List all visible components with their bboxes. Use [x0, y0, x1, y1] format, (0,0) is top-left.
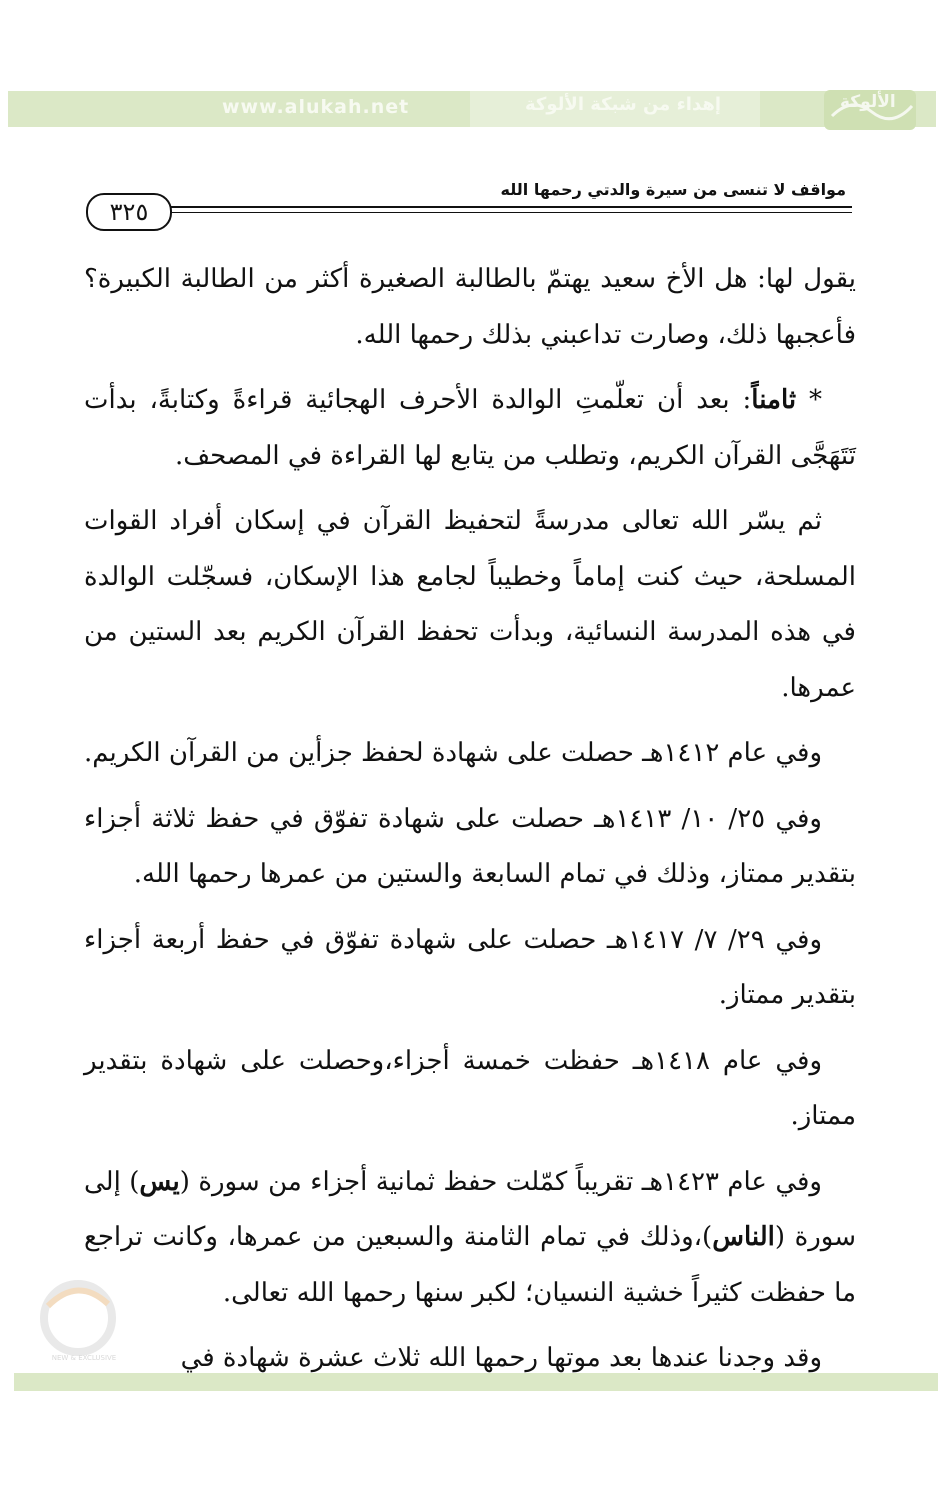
logo-label: الألوكة: [840, 92, 896, 112]
paragraph-4: وفي عام ١٤١٢هـ حصلت على شهادة لحفظ جزأين من القرآن الكريم.: [83, 738, 822, 768]
paragraph-1: يقول لها: هل الأخ سعيد يهتمّ بالطالبة الصغيرة أكثر من الطالبة الكبيرة؟ فأعجبها ذلك، وصارت تداعبني بذلك رحمها الله.: [84, 264, 856, 350]
paragraph-8-part-c: ) إلى سورة (: [84, 1166, 856, 1252]
body-text: [84, 252, 856, 1397]
paragraph-9: وقد وجدنا عندها بعد موتها رحمها الله ثلاث عشرة شهادة في: [180, 1343, 822, 1373]
footer-band: [14, 1373, 938, 1391]
gift-banner-text: إهداء من شبكة الألوكة: [525, 94, 721, 115]
paragraph-5: وفي ٢٥/ ١٠/ ١٤١٣هـ حصلت على شهادة تفوّق في حفظ ثلاثة أجزاء بتقدير ممتاز، وذلك في تمام السابعة والستين من عمرها رحمها الله.: [84, 803, 856, 889]
new-exclusive-watermark-icon: [28, 1266, 140, 1366]
paragraph-8: [84, 1155, 856, 1322]
star-marker: *: [796, 385, 822, 415]
paragraph-2-text: : بعد أن تعلّمتِ الوالدة الأحرف الهجائية قراءةً وكتابةً، بدأت تَتَهَجَّى القرآن الكريم، وتطلب من يتابع لها القراءة في المصحف.: [84, 385, 856, 471]
header-rule-thin: [162, 212, 852, 213]
watermark-label: NEW & EXCLUSIVE: [51, 1354, 117, 1362]
paragraph-8-part-a: وفي عام ١٤٢٣هـ تقريباً كمّلت حفظ ثمانية أجزاء من سورة (: [179, 1166, 822, 1197]
paragraph-8-part-d: )،وذلك في تمام الثامنة والسبعين من عمرها، وكانت تراجع ما حفظت كثيراً خشية النسيان؛ لكبر سنها رحمها الله تعالى.: [84, 1222, 856, 1308]
surah-name-yasin: يس: [139, 1166, 180, 1197]
paragraph-2: [84, 373, 856, 484]
page-number: ٣٢٥: [86, 193, 172, 231]
running-title: مواقف لا تنسى من سيرة والدتي رحمها الله: [500, 180, 846, 199]
surah-name-annas: الناس: [712, 1222, 775, 1252]
header-rule-thick: [162, 206, 852, 208]
paragraph-6: وفي ٢٩/ ٧/ ١٤١٧هـ حصلت على شهادة تفوّق في حفظ أربعة أجزاء بتقدير ممتاز.: [84, 924, 856, 1010]
website-url: www.alukah.net: [222, 96, 410, 118]
paragraph-3: ثم يسّر الله تعالى مدرسةً لتحفيظ القرآن في إسكان أفراد القوات المسلحة، حيث كنت إماماً وخطيباً لجامع هذا الإسكان، فسجّلت الوالدة في هذه المدرسة النسائية، وبدأت تحفظ القرآن الكريم بعد الستين من عمرها.: [84, 506, 856, 703]
paragraph-7: وفي عام ١٤١٨هـ حفظت خمسة أجزاء،وحصلت على شهادة بتقدير ممتاز.: [84, 1045, 856, 1131]
section-heading: ثامناً: [751, 385, 797, 415]
